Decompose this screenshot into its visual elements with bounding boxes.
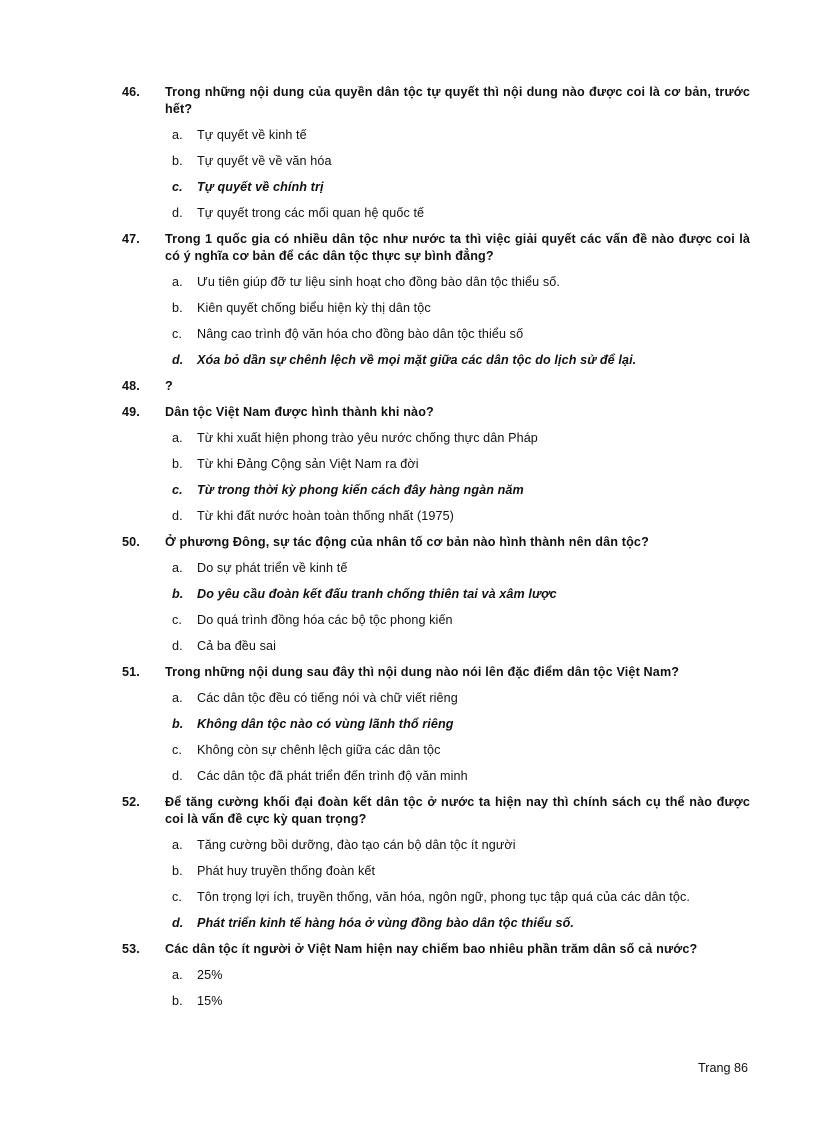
answer-option: [122, 456, 750, 473]
question: [122, 404, 750, 421]
answer-option: [122, 638, 750, 655]
option-letter: d.: [172, 639, 183, 653]
page-number: Trang 86: [698, 1061, 748, 1075]
answer-option: [122, 742, 750, 759]
option-letter: c.: [172, 743, 182, 757]
question: [122, 941, 750, 958]
option-letter: d.: [172, 353, 184, 367]
answer-option-correct: [122, 352, 750, 369]
option-text: 25%: [197, 968, 223, 982]
option-text: Tự quyết về kinh tế: [197, 128, 307, 142]
option-text: Tự quyết trong các mối quan hệ quốc tế: [197, 206, 425, 220]
answer-option: [122, 326, 750, 343]
option-text: Do sự phát triển về kinh tế: [197, 561, 348, 575]
option-text: Kiên quyết chống biểu hiện kỳ thị dân tộc: [197, 301, 431, 315]
question: [122, 84, 750, 118]
option-letter: b.: [172, 994, 183, 1008]
option-text: Xóa bỏ dần sự chênh lệch về mọi mặt giữa các dân tộc do lịch sử để lại.: [197, 353, 637, 367]
option-text: Tôn trọng lợi ích, truyền thống, văn hóa, ngôn ngữ, phong tục tập quá của các dân tộc.: [197, 890, 690, 904]
option-text: Do yêu cầu đoàn kết đấu tranh chống thiên tai và xâm lược: [197, 587, 557, 601]
answer-option: [122, 430, 750, 447]
answer-option: [122, 993, 750, 1010]
option-letter: a.: [172, 691, 183, 705]
answer-option: [122, 508, 750, 525]
answer-option: [122, 837, 750, 854]
option-text: Không dân tộc nào có vùng lãnh thổ riêng: [197, 717, 454, 731]
question-text: Dân tộc Việt Nam được hình thành khi nào?: [165, 405, 434, 419]
answer-option: [122, 612, 750, 629]
answer-option-correct: [122, 482, 750, 499]
question-number: 52.: [122, 795, 140, 809]
option-text: Phát huy truyền thống đoàn kết: [197, 864, 376, 878]
answer-option: [122, 205, 750, 222]
answer-option-correct: [122, 915, 750, 932]
question-text: ?: [165, 379, 173, 393]
option-letter: b.: [172, 457, 183, 471]
answer-option: [122, 274, 750, 291]
question-number: 51.: [122, 665, 140, 679]
option-letter: a.: [172, 431, 183, 445]
option-text: Các dân tộc đã phát triển đến trình độ văn minh: [197, 769, 468, 783]
option-text: Nâng cao trình độ văn hóa cho đồng bào dân tộc thiểu số: [197, 327, 524, 341]
question-number: 50.: [122, 535, 140, 549]
option-letter: d.: [172, 509, 183, 523]
answer-option: [122, 127, 750, 144]
question-list: [122, 84, 750, 1019]
option-text: Tự quyết về chính trị: [197, 180, 324, 194]
answer-option-correct: [122, 179, 750, 196]
question-number: 49.: [122, 405, 140, 419]
option-letter: c.: [172, 613, 182, 627]
option-text: 15%: [197, 994, 223, 1008]
option-text: Tự quyết về về văn hóa: [197, 154, 332, 168]
option-letter: c.: [172, 327, 182, 341]
answer-option: [122, 560, 750, 577]
option-text: Từ khi đất nước hoàn toàn thống nhất (1975): [197, 509, 454, 523]
answer-option-correct: [122, 586, 750, 603]
answer-option: [122, 967, 750, 984]
option-letter: b.: [172, 587, 184, 601]
question-text: Để tăng cường khối đại đoàn kết dân tộc ở nước ta hiện nay thì chính sách cụ thể nào được coi là vấn đề cực kỳ quan trọng?: [165, 795, 750, 826]
option-letter: d.: [172, 206, 183, 220]
option-letter: b.: [172, 864, 183, 878]
option-letter: a.: [172, 968, 183, 982]
question: [122, 664, 750, 681]
option-text: Phát triển kinh tế hàng hóa ở vùng đồng bào dân tộc thiểu số.: [197, 916, 574, 930]
option-letter: c.: [172, 483, 183, 497]
option-text: Từ trong thời kỳ phong kiến cách đây hàng ngàn năm: [197, 483, 524, 497]
answer-option: [122, 889, 750, 906]
option-letter: b.: [172, 154, 183, 168]
question-text: Trong những nội dung sau đây thì nội dung nào nói lên đặc điểm dân tộc Việt Nam?: [165, 665, 680, 679]
answer-option: [122, 768, 750, 785]
question-text: Trong 1 quốc gia có nhiều dân tộc như nước ta thì việc giải quyết các vấn đề nào được coi là có ý nghĩa cơ bản để các dân tộc thực sự bình đẳng?: [165, 232, 750, 263]
option-letter: d.: [172, 916, 184, 930]
question-number: 47.: [122, 232, 140, 246]
option-text: Do quá trình đồng hóa các bộ tộc phong kiến: [197, 613, 453, 627]
option-letter: d.: [172, 769, 183, 783]
answer-option: [122, 863, 750, 880]
option-letter: a.: [172, 275, 183, 289]
option-text: Các dân tộc đều có tiếng nói và chữ viết riêng: [197, 691, 458, 705]
question: [122, 378, 750, 395]
option-letter: b.: [172, 301, 183, 315]
question-number: 48.: [122, 379, 140, 393]
option-text: Ưu tiên giúp đỡ tư liệu sinh hoạt cho đồng bào dân tộc thiểu số.: [197, 275, 560, 289]
option-letter: c.: [172, 180, 183, 194]
option-text: Cả ba đều sai: [197, 639, 277, 653]
question-text: Ở phương Đông, sự tác động của nhân tố cơ bản nào hình thành nên dân tộc?: [165, 535, 649, 549]
option-letter: a.: [172, 561, 183, 575]
question-number: 46.: [122, 85, 140, 99]
question: [122, 534, 750, 551]
option-text: Tăng cường bồi dưỡng, đào tạo cán bộ dân tộc ít người: [197, 838, 516, 852]
question: [122, 231, 750, 265]
answer-option: [122, 300, 750, 317]
option-letter: a.: [172, 838, 183, 852]
question-number: 53.: [122, 942, 140, 956]
option-letter: b.: [172, 717, 184, 731]
option-text: Từ khi Đảng Cộng sản Việt Nam ra đời: [197, 457, 419, 471]
answer-option: [122, 153, 750, 170]
question: [122, 794, 750, 828]
option-text: Không còn sự chênh lệch giữa các dân tộc: [197, 743, 441, 757]
option-text: Từ khi xuất hiện phong trào yêu nước chống thực dân Pháp: [197, 431, 538, 445]
option-letter: c.: [172, 890, 182, 904]
option-letter: a.: [172, 128, 183, 142]
answer-option: [122, 690, 750, 707]
answer-option-correct: [122, 716, 750, 733]
question-text: Các dân tộc ít người ở Việt Nam hiện nay chiếm bao nhiêu phần trăm dân số cả nước?: [165, 942, 698, 956]
question-text: Trong những nội dung của quyền dân tộc tự quyết thì nội dung nào được coi là cơ bản, trước hết?: [165, 85, 750, 116]
